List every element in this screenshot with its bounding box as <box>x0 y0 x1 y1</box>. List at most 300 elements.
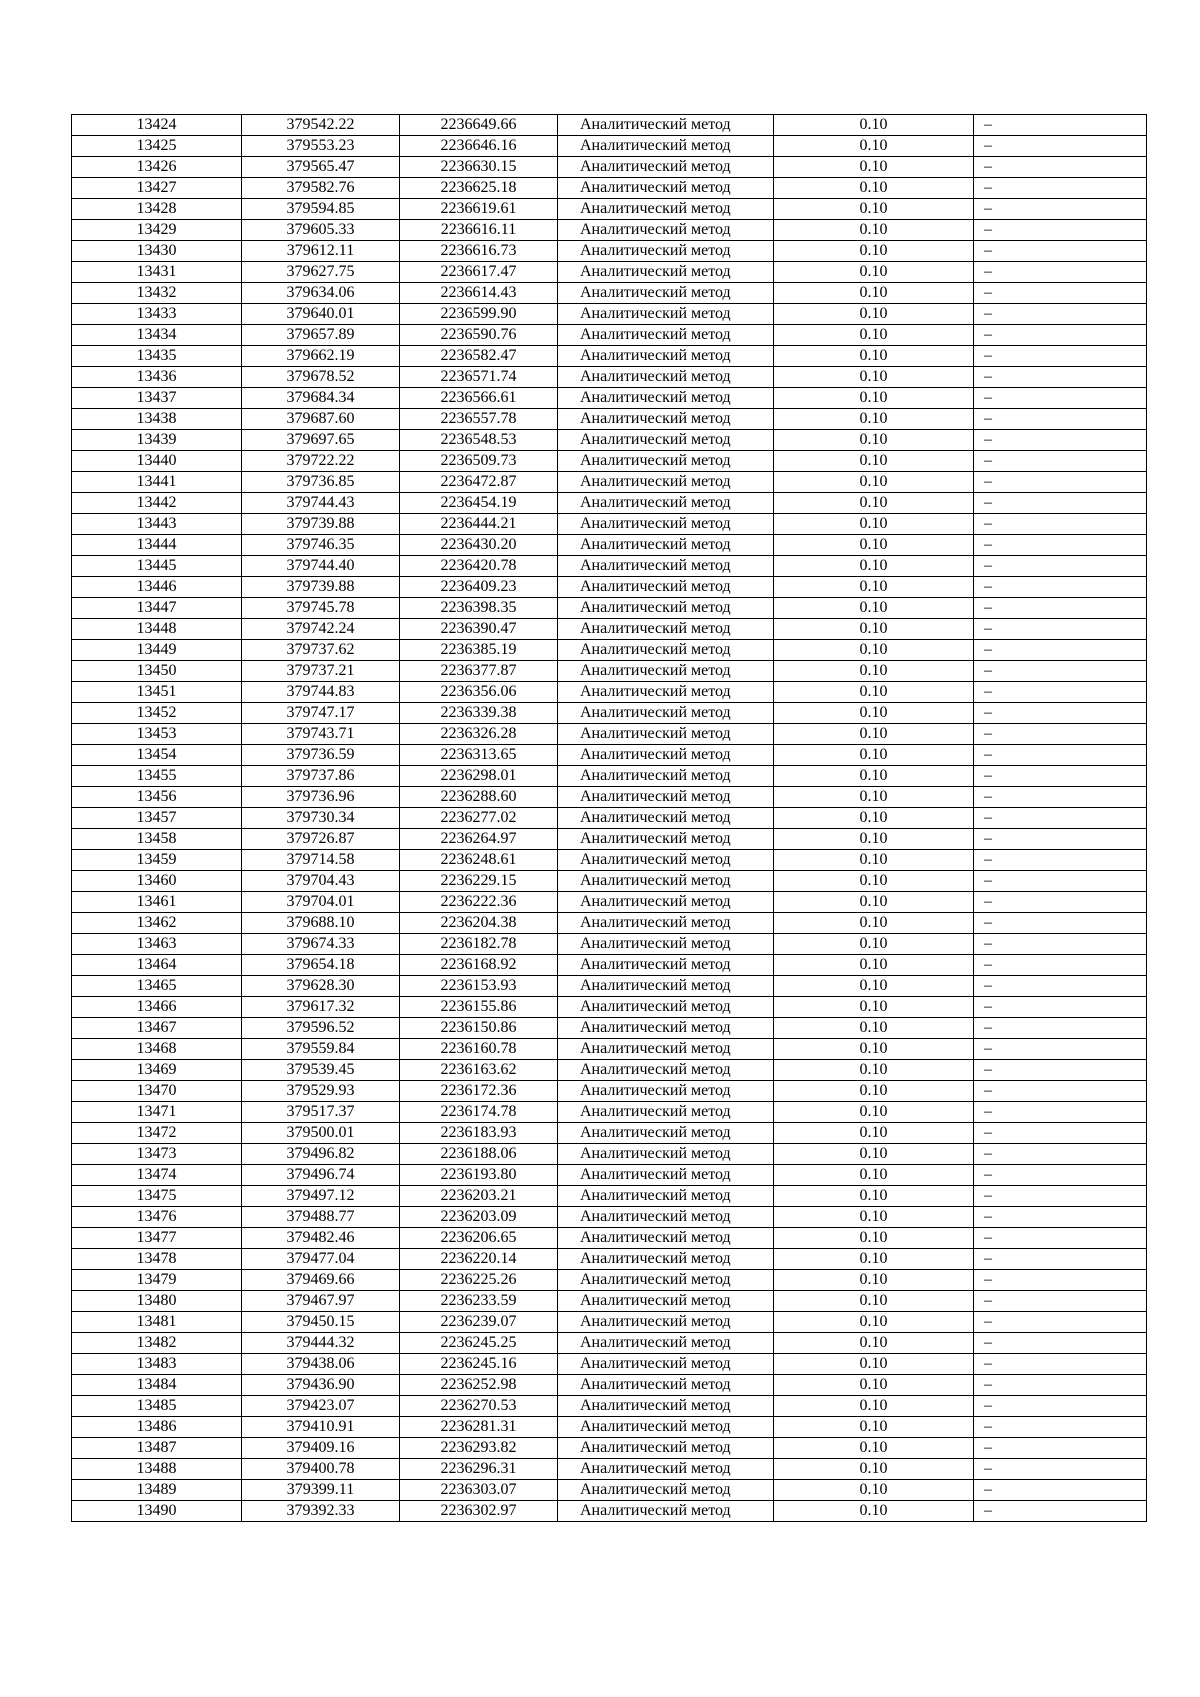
point-number-cell: 13445 <box>72 556 242 577</box>
table-row <box>72 766 1147 787</box>
y-coordinate-cell: 2236174.78 <box>400 1102 558 1123</box>
note-cell: – <box>974 136 1147 157</box>
method-cell: Аналитический метод <box>558 493 774 514</box>
note-cell: – <box>974 1375 1147 1396</box>
method-cell: Аналитический метод <box>558 409 774 430</box>
note-cell: – <box>974 892 1147 913</box>
method-cell: Аналитический метод <box>558 1249 774 1270</box>
accuracy-cell: 0.10 <box>774 640 974 661</box>
note-cell: – <box>974 535 1147 556</box>
x-coordinate-cell: 379726.87 <box>242 829 400 850</box>
accuracy-cell: 0.10 <box>774 325 974 346</box>
table-row <box>72 157 1147 178</box>
note-cell: – <box>974 703 1147 724</box>
method-cell: Аналитический метод <box>558 1081 774 1102</box>
note-cell: – <box>974 178 1147 199</box>
table-row <box>72 703 1147 724</box>
table-row <box>72 787 1147 808</box>
table-row <box>72 577 1147 598</box>
accuracy-cell: 0.10 <box>774 157 974 178</box>
accuracy-cell: 0.10 <box>774 199 974 220</box>
x-coordinate-cell: 379423.07 <box>242 1396 400 1417</box>
x-coordinate-cell: 379617.32 <box>242 997 400 1018</box>
accuracy-cell: 0.10 <box>774 1123 974 1144</box>
x-coordinate-cell: 379594.85 <box>242 199 400 220</box>
table-row <box>72 1207 1147 1228</box>
x-coordinate-cell: 379657.89 <box>242 325 400 346</box>
x-coordinate-cell: 379654.18 <box>242 955 400 976</box>
x-coordinate-cell: 379612.11 <box>242 241 400 262</box>
y-coordinate-cell: 2236599.90 <box>400 304 558 325</box>
x-coordinate-cell: 379640.01 <box>242 304 400 325</box>
y-coordinate-cell: 2236356.06 <box>400 682 558 703</box>
table-row <box>72 262 1147 283</box>
point-number-cell: 13471 <box>72 1102 242 1123</box>
table-row <box>72 934 1147 955</box>
x-coordinate-cell: 379737.86 <box>242 766 400 787</box>
table-row <box>72 1396 1147 1417</box>
method-cell: Аналитический метод <box>558 199 774 220</box>
y-coordinate-cell: 2236454.19 <box>400 493 558 514</box>
accuracy-cell: 0.10 <box>774 283 974 304</box>
x-coordinate-cell: 379467.97 <box>242 1291 400 1312</box>
x-coordinate-cell: 379736.85 <box>242 472 400 493</box>
table-row <box>72 1102 1147 1123</box>
point-number-cell: 13480 <box>72 1291 242 1312</box>
y-coordinate-cell: 2236557.78 <box>400 409 558 430</box>
method-cell: Аналитический метод <box>558 115 774 136</box>
method-cell: Аналитический метод <box>558 1480 774 1501</box>
note-cell: – <box>974 1396 1147 1417</box>
accuracy-cell: 0.10 <box>774 829 974 850</box>
x-coordinate-cell: 379517.37 <box>242 1102 400 1123</box>
method-cell: Аналитический метод <box>558 325 774 346</box>
point-number-cell: 13454 <box>72 745 242 766</box>
table-row <box>72 1501 1147 1522</box>
method-cell: Аналитический метод <box>558 472 774 493</box>
point-number-cell: 13432 <box>72 283 242 304</box>
method-cell: Аналитический метод <box>558 157 774 178</box>
accuracy-cell: 0.10 <box>774 1102 974 1123</box>
point-number-cell: 13456 <box>72 787 242 808</box>
note-cell: – <box>974 1354 1147 1375</box>
y-coordinate-cell: 2236183.93 <box>400 1123 558 1144</box>
table-row <box>72 1417 1147 1438</box>
table-row <box>72 976 1147 997</box>
table-row <box>72 388 1147 409</box>
method-cell: Аналитический метод <box>558 1438 774 1459</box>
x-coordinate-cell: 379745.78 <box>242 598 400 619</box>
y-coordinate-cell: 2236571.74 <box>400 367 558 388</box>
point-number-cell: 13484 <box>72 1375 242 1396</box>
point-number-cell: 13448 <box>72 619 242 640</box>
point-number-cell: 13458 <box>72 829 242 850</box>
note-cell: – <box>974 850 1147 871</box>
accuracy-cell: 0.10 <box>774 976 974 997</box>
y-coordinate-cell: 2236630.15 <box>400 157 558 178</box>
accuracy-cell: 0.10 <box>774 997 974 1018</box>
y-coordinate-cell: 2236509.73 <box>400 451 558 472</box>
method-cell: Аналитический метод <box>558 1228 774 1249</box>
note-cell: – <box>974 409 1147 430</box>
method-cell: Аналитический метод <box>558 997 774 1018</box>
table-row <box>72 199 1147 220</box>
method-cell: Аналитический метод <box>558 430 774 451</box>
note-cell: – <box>974 1480 1147 1501</box>
note-cell: – <box>974 157 1147 178</box>
note-cell: – <box>974 115 1147 136</box>
x-coordinate-cell: 379737.21 <box>242 661 400 682</box>
x-coordinate-cell: 379444.32 <box>242 1333 400 1354</box>
point-number-cell: 13461 <box>72 892 242 913</box>
accuracy-cell: 0.10 <box>774 724 974 745</box>
table-row <box>72 598 1147 619</box>
method-cell: Аналитический метод <box>558 136 774 157</box>
y-coordinate-cell: 2236163.62 <box>400 1060 558 1081</box>
note-cell: – <box>974 1333 1147 1354</box>
note-cell: – <box>974 283 1147 304</box>
method-cell: Аналитический метод <box>558 1060 774 1081</box>
x-coordinate-cell: 379747.17 <box>242 703 400 724</box>
point-number-cell: 13451 <box>72 682 242 703</box>
y-coordinate-cell: 2236182.78 <box>400 934 558 955</box>
table-row <box>72 892 1147 913</box>
x-coordinate-cell: 379399.11 <box>242 1480 400 1501</box>
accuracy-cell: 0.10 <box>774 1291 974 1312</box>
accuracy-cell: 0.10 <box>774 1501 974 1522</box>
point-number-cell: 13429 <box>72 220 242 241</box>
x-coordinate-cell: 379496.82 <box>242 1144 400 1165</box>
table-row <box>72 220 1147 241</box>
y-coordinate-cell: 2236248.61 <box>400 850 558 871</box>
method-cell: Аналитический метод <box>558 1039 774 1060</box>
y-coordinate-cell: 2236172.36 <box>400 1081 558 1102</box>
y-coordinate-cell: 2236619.61 <box>400 199 558 220</box>
method-cell: Аналитический метод <box>558 850 774 871</box>
table-row <box>72 304 1147 325</box>
note-cell: – <box>974 619 1147 640</box>
table-row <box>72 451 1147 472</box>
method-cell: Аналитический метод <box>558 871 774 892</box>
accuracy-cell: 0.10 <box>774 661 974 682</box>
table-row <box>72 871 1147 892</box>
note-cell: – <box>974 598 1147 619</box>
note-cell: – <box>974 724 1147 745</box>
note-cell: – <box>974 1102 1147 1123</box>
note-cell: – <box>974 1270 1147 1291</box>
table-row <box>72 283 1147 304</box>
accuracy-cell: 0.10 <box>774 1228 974 1249</box>
note-cell: – <box>974 1039 1147 1060</box>
accuracy-cell: 0.10 <box>774 115 974 136</box>
y-coordinate-cell: 2236616.73 <box>400 241 558 262</box>
point-number-cell: 13447 <box>72 598 242 619</box>
point-number-cell: 13446 <box>72 577 242 598</box>
table-row <box>72 514 1147 535</box>
x-coordinate-cell: 379736.59 <box>242 745 400 766</box>
x-coordinate-cell: 379739.88 <box>242 577 400 598</box>
note-cell: – <box>974 976 1147 997</box>
point-number-cell: 13489 <box>72 1480 242 1501</box>
point-number-cell: 13468 <box>72 1039 242 1060</box>
accuracy-cell: 0.10 <box>774 1312 974 1333</box>
note-cell: – <box>974 472 1147 493</box>
x-coordinate-cell: 379722.22 <box>242 451 400 472</box>
x-coordinate-cell: 379553.23 <box>242 136 400 157</box>
table-row <box>72 115 1147 136</box>
note-cell: – <box>974 199 1147 220</box>
accuracy-cell: 0.10 <box>774 514 974 535</box>
accuracy-cell: 0.10 <box>774 619 974 640</box>
method-cell: Аналитический метод <box>558 955 774 976</box>
accuracy-cell: 0.10 <box>774 1060 974 1081</box>
table-row <box>72 829 1147 850</box>
note-cell: – <box>974 577 1147 598</box>
point-number-cell: 13488 <box>72 1459 242 1480</box>
table-row <box>72 850 1147 871</box>
accuracy-cell: 0.10 <box>774 1249 974 1270</box>
point-number-cell: 13436 <box>72 367 242 388</box>
y-coordinate-cell: 2236204.38 <box>400 913 558 934</box>
y-coordinate-cell: 2236168.92 <box>400 955 558 976</box>
accuracy-cell: 0.10 <box>774 493 974 514</box>
method-cell: Аналитический метод <box>558 388 774 409</box>
y-coordinate-cell: 2236233.59 <box>400 1291 558 1312</box>
note-cell: – <box>974 430 1147 451</box>
method-cell: Аналитический метод <box>558 1291 774 1312</box>
table-row <box>72 346 1147 367</box>
y-coordinate-cell: 2236646.16 <box>400 136 558 157</box>
y-coordinate-cell: 2236298.01 <box>400 766 558 787</box>
x-coordinate-cell: 379684.34 <box>242 388 400 409</box>
accuracy-cell: 0.10 <box>774 1018 974 1039</box>
x-coordinate-cell: 379559.84 <box>242 1039 400 1060</box>
table-row <box>72 1312 1147 1333</box>
table-row <box>72 241 1147 262</box>
x-coordinate-cell: 379529.93 <box>242 1081 400 1102</box>
y-coordinate-cell: 2236377.87 <box>400 661 558 682</box>
note-cell: – <box>974 745 1147 766</box>
accuracy-cell: 0.10 <box>774 892 974 913</box>
point-number-cell: 13452 <box>72 703 242 724</box>
table-row <box>72 136 1147 157</box>
accuracy-cell: 0.10 <box>774 703 974 724</box>
point-number-cell: 13453 <box>72 724 242 745</box>
method-cell: Аналитический метод <box>558 1123 774 1144</box>
point-number-cell: 13490 <box>72 1501 242 1522</box>
note-cell: – <box>974 661 1147 682</box>
x-coordinate-cell: 379582.76 <box>242 178 400 199</box>
note-cell: – <box>974 1417 1147 1438</box>
method-cell: Аналитический метод <box>558 1186 774 1207</box>
note-cell: – <box>974 220 1147 241</box>
table-row <box>72 997 1147 1018</box>
accuracy-cell: 0.10 <box>774 409 974 430</box>
accuracy-cell: 0.10 <box>774 1354 974 1375</box>
point-number-cell: 13463 <box>72 934 242 955</box>
note-cell: – <box>974 514 1147 535</box>
method-cell: Аналитический метод <box>558 661 774 682</box>
x-coordinate-cell: 379542.22 <box>242 115 400 136</box>
accuracy-cell: 0.10 <box>774 241 974 262</box>
method-cell: Аналитический метод <box>558 1501 774 1522</box>
table-row <box>72 1438 1147 1459</box>
point-number-cell: 13433 <box>72 304 242 325</box>
method-cell: Аналитический метод <box>558 745 774 766</box>
table-row <box>72 1270 1147 1291</box>
method-cell: Аналитический метод <box>558 262 774 283</box>
point-number-cell: 13474 <box>72 1165 242 1186</box>
note-cell: – <box>974 787 1147 808</box>
point-number-cell: 13476 <box>72 1207 242 1228</box>
y-coordinate-cell: 2236222.36 <box>400 892 558 913</box>
table-row <box>72 409 1147 430</box>
note-cell: – <box>974 766 1147 787</box>
y-coordinate-cell: 2236616.11 <box>400 220 558 241</box>
note-cell: – <box>974 1228 1147 1249</box>
x-coordinate-cell: 379438.06 <box>242 1354 400 1375</box>
y-coordinate-cell: 2236160.78 <box>400 1039 558 1060</box>
point-number-cell: 13470 <box>72 1081 242 1102</box>
table-row <box>72 1249 1147 1270</box>
note-cell: – <box>974 1312 1147 1333</box>
note-cell: – <box>974 1501 1147 1522</box>
x-coordinate-cell: 379392.33 <box>242 1501 400 1522</box>
y-coordinate-cell: 2236313.65 <box>400 745 558 766</box>
table-row <box>72 430 1147 451</box>
point-number-cell: 13431 <box>72 262 242 283</box>
accuracy-cell: 0.10 <box>774 1270 974 1291</box>
note-cell: – <box>974 1081 1147 1102</box>
table-row <box>72 367 1147 388</box>
point-number-cell: 13473 <box>72 1144 242 1165</box>
x-coordinate-cell: 379605.33 <box>242 220 400 241</box>
x-coordinate-cell: 379739.88 <box>242 514 400 535</box>
point-number-cell: 13459 <box>72 850 242 871</box>
accuracy-cell: 0.10 <box>774 304 974 325</box>
y-coordinate-cell: 2236293.82 <box>400 1438 558 1459</box>
x-coordinate-cell: 379410.91 <box>242 1417 400 1438</box>
y-coordinate-cell: 2236206.65 <box>400 1228 558 1249</box>
table-row <box>72 1459 1147 1480</box>
point-number-cell: 13485 <box>72 1396 242 1417</box>
table-row <box>72 1291 1147 1312</box>
method-cell: Аналитический метод <box>558 451 774 472</box>
x-coordinate-cell: 379409.16 <box>242 1438 400 1459</box>
table-row <box>72 1123 1147 1144</box>
accuracy-cell: 0.10 <box>774 1081 974 1102</box>
note-cell: – <box>974 451 1147 472</box>
note-cell: – <box>974 871 1147 892</box>
table-row <box>72 955 1147 976</box>
note-cell: – <box>974 388 1147 409</box>
method-cell: Аналитический метод <box>558 808 774 829</box>
y-coordinate-cell: 2236409.23 <box>400 577 558 598</box>
y-coordinate-cell: 2236339.38 <box>400 703 558 724</box>
accuracy-cell: 0.10 <box>774 1480 974 1501</box>
method-cell: Аналитический метод <box>558 241 774 262</box>
y-coordinate-cell: 2236277.02 <box>400 808 558 829</box>
y-coordinate-cell: 2236614.43 <box>400 283 558 304</box>
note-cell: – <box>974 241 1147 262</box>
method-cell: Аналитический метод <box>558 934 774 955</box>
table-row <box>72 661 1147 682</box>
y-coordinate-cell: 2236239.07 <box>400 1312 558 1333</box>
y-coordinate-cell: 2236193.80 <box>400 1165 558 1186</box>
method-cell: Аналитический метод <box>558 1165 774 1186</box>
accuracy-cell: 0.10 <box>774 535 974 556</box>
y-coordinate-cell: 2236155.86 <box>400 997 558 1018</box>
x-coordinate-cell: 379477.04 <box>242 1249 400 1270</box>
accuracy-cell: 0.10 <box>774 367 974 388</box>
accuracy-cell: 0.10 <box>774 913 974 934</box>
x-coordinate-cell: 379662.19 <box>242 346 400 367</box>
accuracy-cell: 0.10 <box>774 1417 974 1438</box>
method-cell: Аналитический метод <box>558 1270 774 1291</box>
point-number-cell: 13455 <box>72 766 242 787</box>
method-cell: Аналитический метод <box>558 1102 774 1123</box>
accuracy-cell: 0.10 <box>774 808 974 829</box>
table-row <box>72 1186 1147 1207</box>
accuracy-cell: 0.10 <box>774 871 974 892</box>
x-coordinate-cell: 379628.30 <box>242 976 400 997</box>
table-row <box>72 1165 1147 1186</box>
method-cell: Аналитический метод <box>558 346 774 367</box>
accuracy-cell: 0.10 <box>774 262 974 283</box>
point-number-cell: 13428 <box>72 199 242 220</box>
point-number-cell: 13424 <box>72 115 242 136</box>
y-coordinate-cell: 2236225.26 <box>400 1270 558 1291</box>
method-cell: Аналитический метод <box>558 724 774 745</box>
x-coordinate-cell: 379565.47 <box>242 157 400 178</box>
x-coordinate-cell: 379634.06 <box>242 283 400 304</box>
accuracy-cell: 0.10 <box>774 1438 974 1459</box>
y-coordinate-cell: 2236245.25 <box>400 1333 558 1354</box>
y-coordinate-cell: 2236188.06 <box>400 1144 558 1165</box>
x-coordinate-cell: 379627.75 <box>242 262 400 283</box>
method-cell: Аналитический метод <box>558 220 774 241</box>
note-cell: – <box>974 1165 1147 1186</box>
x-coordinate-cell: 379744.83 <box>242 682 400 703</box>
note-cell: – <box>974 1186 1147 1207</box>
table-row <box>72 1228 1147 1249</box>
x-coordinate-cell: 379704.01 <box>242 892 400 913</box>
method-cell: Аналитический метод <box>558 682 774 703</box>
note-cell: – <box>974 1291 1147 1312</box>
method-cell: Аналитический метод <box>558 178 774 199</box>
y-coordinate-cell: 2236302.97 <box>400 1501 558 1522</box>
accuracy-cell: 0.10 <box>774 1459 974 1480</box>
note-cell: – <box>974 1207 1147 1228</box>
point-number-cell: 13437 <box>72 388 242 409</box>
point-number-cell: 13440 <box>72 451 242 472</box>
note-cell: – <box>974 493 1147 514</box>
method-cell: Аналитический метод <box>558 1207 774 1228</box>
y-coordinate-cell: 2236245.16 <box>400 1354 558 1375</box>
note-cell: – <box>974 640 1147 661</box>
x-coordinate-cell: 379469.66 <box>242 1270 400 1291</box>
method-cell: Аналитический метод <box>558 619 774 640</box>
point-number-cell: 13442 <box>72 493 242 514</box>
point-number-cell: 13438 <box>72 409 242 430</box>
x-coordinate-cell: 379678.52 <box>242 367 400 388</box>
note-cell: – <box>974 262 1147 283</box>
accuracy-cell: 0.10 <box>774 451 974 472</box>
table-row <box>72 1480 1147 1501</box>
note-cell: – <box>974 367 1147 388</box>
y-coordinate-cell: 2236326.28 <box>400 724 558 745</box>
y-coordinate-cell: 2236270.53 <box>400 1396 558 1417</box>
